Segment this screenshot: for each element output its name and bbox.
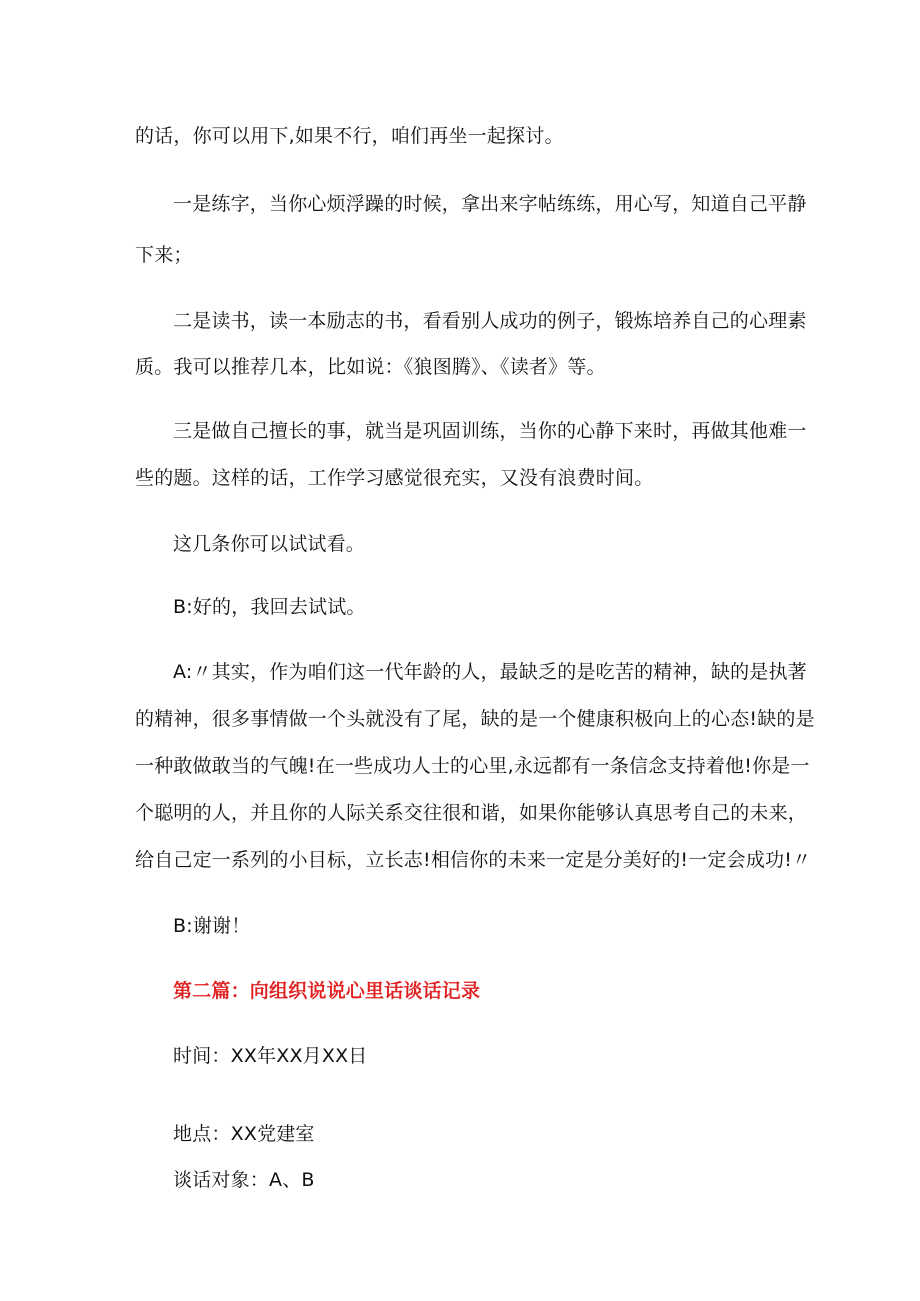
paragraph-line: B:谢谢！ (173, 915, 251, 937)
meta-time: 时间：XX年XX月XX日 (173, 1045, 368, 1067)
meta-place: 地点：XX党建室 (173, 1123, 315, 1145)
section-heading: 第二篇：向组织说说心里话谈话记录 (173, 980, 481, 1002)
paragraph-line: 下来； (135, 244, 193, 266)
paragraph-line: 质。我可以推荐几本，比如说：《狼图腾》、《读者》等。 (135, 356, 606, 378)
paragraph-line: B:好的，我回去试试。 (173, 596, 366, 618)
paragraph-line: 给自己定一系列的小目标，立长志!相信你的未来一定是分美好的!一定会成功!〃 (135, 849, 812, 871)
paragraph-line: 这几条你可以试试看。 (173, 533, 366, 555)
paragraph-line: 的精神，很多事情做一个头就没有了尾，缺的是一个健康积极向上的心态!缺的是 (135, 708, 815, 730)
paragraph-line: 个聪明的人，并且你的人际关系交往很和谐，如果你能够认真思考自己的未来， (135, 802, 808, 824)
paragraph-line: A:〃其实，作为咱们这一代年龄的人，最缺乏的是吃苦的精神，缺的是执著 (173, 661, 807, 683)
paragraph-line: 三是做自己擅长的事，就当是巩固训练，当你的心静下来时，再做其他难一 (173, 420, 807, 442)
paragraph-line: 二是读书，读一本励志的书，看看别人成功的例子，锻炼培养自己的心理素 (173, 310, 807, 332)
meta-participants: 谈话对象：A、B (173, 1169, 315, 1191)
paragraph-line: 一是练字，当你心烦浮躁的时候，拿出来字帖练练，用心写，知道自己平静 (173, 193, 807, 215)
paragraph-line: 些的题。这样的话，工作学习感觉很充实，又没有浪费时间。 (135, 467, 654, 489)
paragraph-line: 一种敢做敢当的气魄!在一些成功人士的心里,永远都有一条信念支持着他!你是一 (135, 755, 810, 777)
paragraph-line: 的话，你可以用下,如果不行，咱们再坐一起探讨。 (135, 125, 564, 147)
